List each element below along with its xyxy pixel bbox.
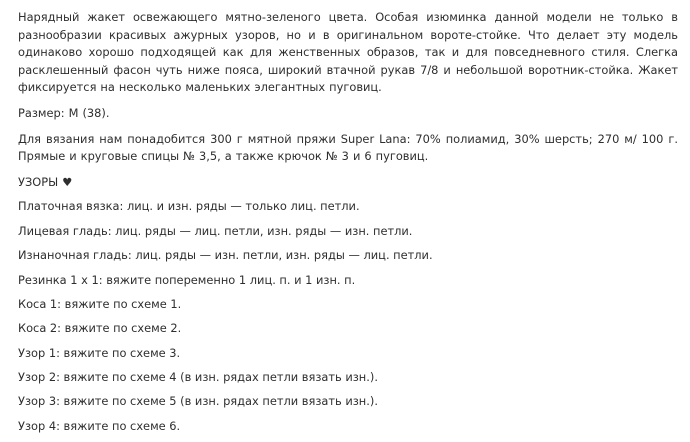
pattern-item-pattern-1: Узор 1: вяжите по схеме 3. [18, 345, 181, 360]
patterns-list [18, 198, 678, 435]
intro-paragraph: Нарядный жакет освежающего мятно-зеленого цвета. Особая изюминка данной модели не только в разнообразии красивых ажурных узоров, но и в оригинальном вороте-стойке. Что делает эту модель одинаково хорошо подходящей как для женственных образов, так и для повседневного стиля. Слегка расклешенный фасон чуть ниже пояса, широкий втачной рукав 7/8 и небольшой воротник-стойка. Жакет фиксируется на несколько маленьких элегантных пуговиц. [18, 10, 678, 95]
pattern-item-stockinette: Лицевая гладь: лиц. ряды — лиц. петли, изн. ряды — изн. петли. [18, 223, 413, 238]
pattern-item-garter: Платочная вязка: лиц. и изн. ряды — только лиц. петли. [18, 199, 360, 214]
size-paragraph: Размер: M (38). [18, 105, 110, 120]
pattern-item-rib: Резинка 1 х 1: вяжите попеременно 1 лиц. п. и 1 изн. п. [18, 272, 356, 287]
pattern-item-pattern-3: Узор 3: вяжите по схеме 5 (в изн. рядах петли вязать изн.). [18, 394, 378, 409]
pattern-item-pattern-2: Узор 2: вяжите по схеме 4 (в изн. рядах петли вязать изн.). [18, 370, 378, 385]
article-body [18, 9, 678, 442]
pattern-item-cable-1: Коса 1: вяжите по схеме 1. [18, 296, 182, 311]
pattern-item-reverse-stockinette: Изнаночная гладь: лиц. ряды — изн. петли, изн. ряды — лиц. петли. [18, 248, 433, 263]
pattern-item-pattern-4: Узор 4: вяжите по схеме 6. [18, 418, 181, 433]
patterns-heading: УЗОРЫ ♥ [18, 174, 73, 189]
yarn-paragraph: Для вязания нам понадобится 300 г мятной пряжи Super Lana: 70% полиамид, 30% шерсть; 270 м/ 100 г. Прямые и круговые спицы № 3,5, а также крючок № 3 и 6 пуговиц. [18, 131, 678, 164]
pattern-item-cable-2: Коса 2: вяжите по схеме 2. [18, 321, 182, 336]
